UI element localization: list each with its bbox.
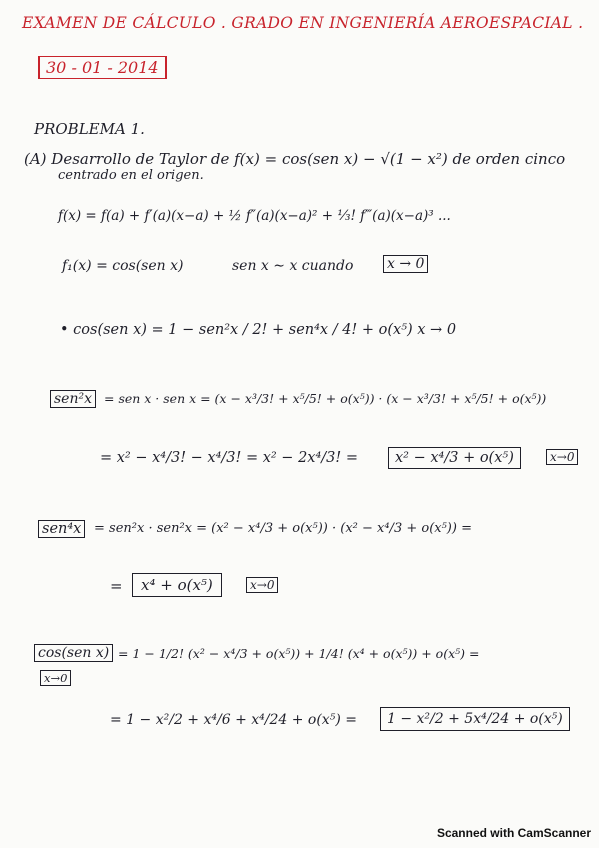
exam-title: EXAMEN DE CÁLCULO . GRADO EN INGENIERÍA AEROESPACIAL . xyxy=(22,14,584,32)
sen2-result-condition: x→0 xyxy=(546,449,578,465)
sen2-result: x² − x⁴/3 + o(x⁵) xyxy=(388,447,521,469)
sen4-label: sen⁴x xyxy=(38,520,85,538)
sen4-result-condition: x→0 xyxy=(246,577,278,593)
f1-definition: f₁(x) = cos(sen x) xyxy=(62,258,184,274)
exam-date: 30 - 01 - 2014 xyxy=(38,56,167,79)
part-a-statement: (A) Desarrollo de Taylor de f(x) = cos(sen x) − √(1 − x²) de orden cinco xyxy=(24,150,566,168)
taylor-general-formula: f(x) = f(a) + f′(a)(x−a) + ½ f″(a)(x−a)² + ⅓! f‴(a)(x−a)³ ... xyxy=(58,208,451,224)
sen2-label: sen²x xyxy=(50,390,96,408)
cos-final-condition: x→0 xyxy=(40,670,71,686)
sen2-expansion-line1: = sen x · sen x = (x − x³/3! + x⁵/5! + o(x⁵)) · (x − x³/3! + x⁵/5! + o(x⁵)) xyxy=(104,391,547,406)
part-a-statement-cont: centrado en el origen. xyxy=(58,168,204,183)
cos-final-result: 1 − x²/2 + 5x⁴/24 + o(x⁵) xyxy=(380,707,570,731)
problem-heading: PROBLEMA 1. xyxy=(34,120,145,138)
scanner-watermark: Scanned with CamScanner xyxy=(436,826,591,840)
cos-expansion: • cos(sen x) = 1 − sen²x / 2! + sen⁴x / 4! + o(x⁵) x → 0 xyxy=(60,322,457,338)
approximation-note: sen x ∼ x cuando xyxy=(232,258,354,274)
sen4-expansion-line1: = sen²x · sen²x = (x² − x⁴/3 + o(x⁵)) · (x² − x⁴/3 + o(x⁵)) = xyxy=(94,521,472,536)
cos-final-line1: = 1 − 1/2! (x² − x⁴/3 + o(x⁵)) + 1/4! (x⁴ + o(x⁵)) + o(x⁵) = xyxy=(118,646,480,661)
approximation-condition: x → 0 xyxy=(383,255,428,273)
sen4-result: x⁴ + o(x⁵) xyxy=(132,573,222,597)
sen2-expansion-line2: = x² − x⁴/3! − x⁴/3! = x² − 2x⁴/3! = xyxy=(100,450,358,466)
cos-final-label: cos(sen x) xyxy=(34,644,113,662)
cos-final-line2: = 1 − x²/2 + x⁴/6 + x⁴/24 + o(x⁵) = xyxy=(110,712,357,728)
sen4-expansion-line2-prefix: = xyxy=(110,577,123,595)
